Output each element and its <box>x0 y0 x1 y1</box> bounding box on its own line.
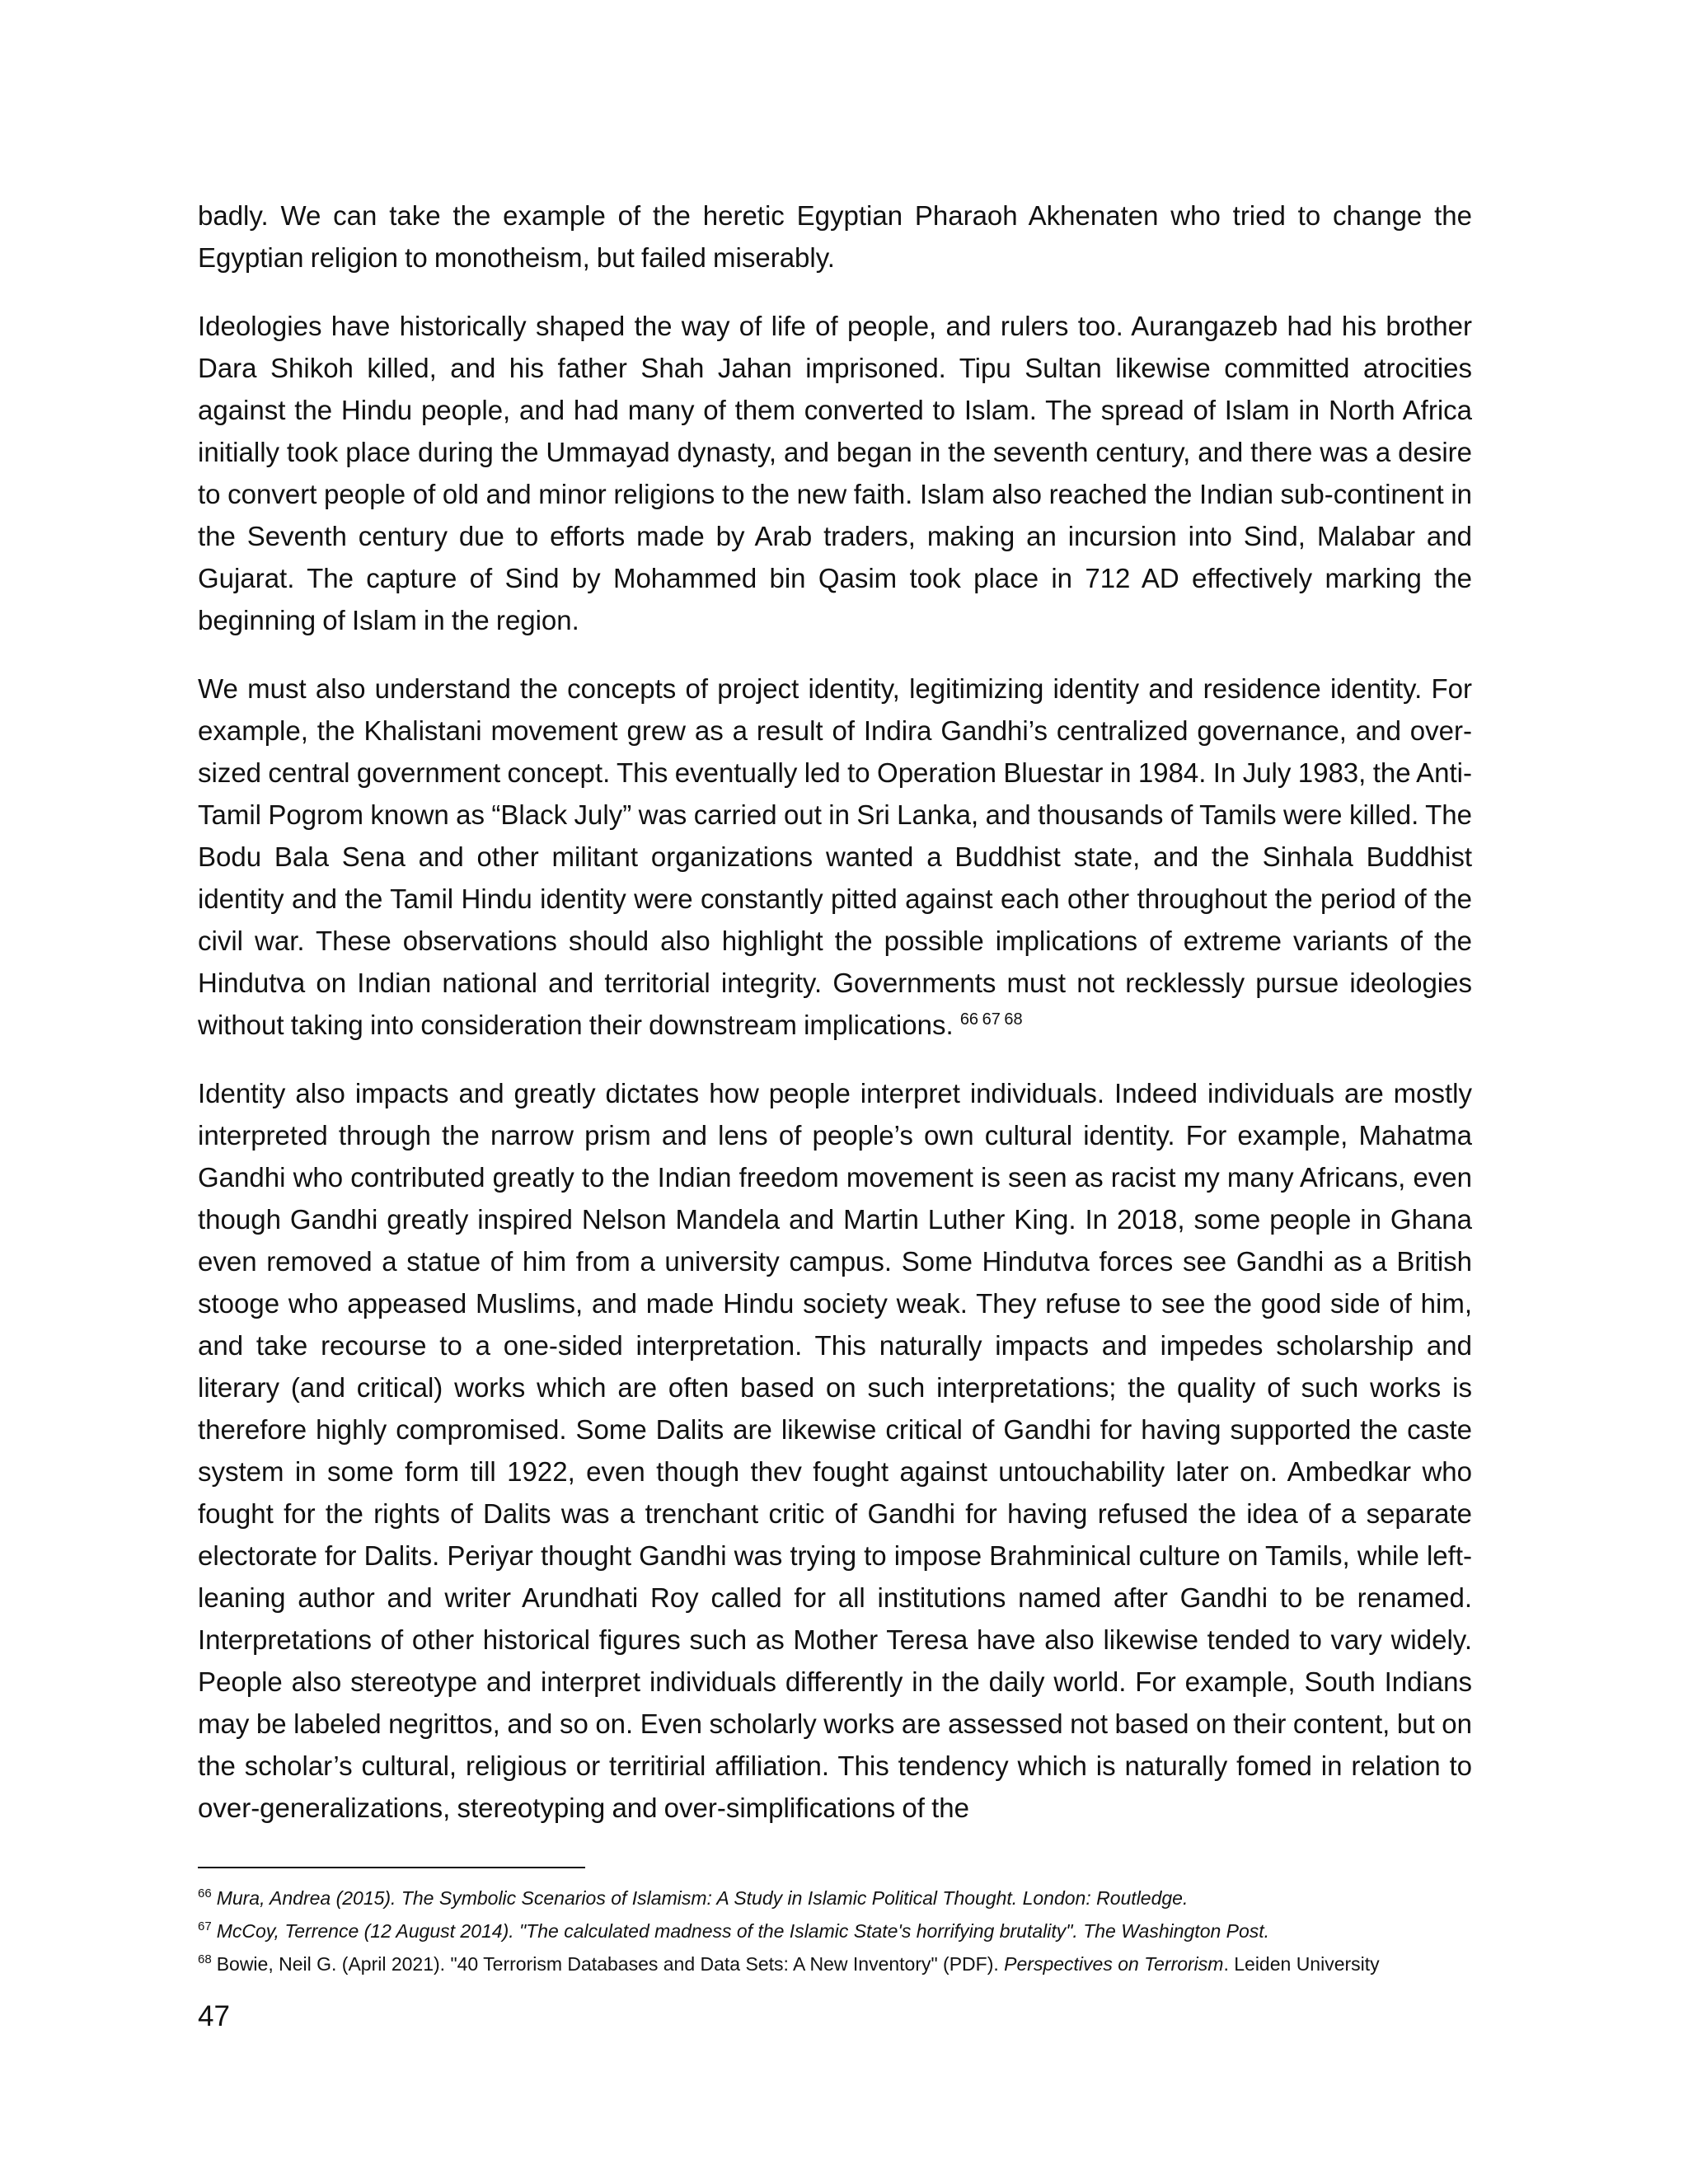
footnote-references[interactable]: 66 67 68 <box>959 1010 1023 1029</box>
footnote-text: McCoy, Terrence (12 August 2014). "The calculated madness of the Islamic State's horrifying brutality". The Washington Post. <box>216 1920 1270 1942</box>
footnote-number: 67 <box>198 1919 212 1934</box>
page-number: 47 <box>198 2000 230 2032</box>
footnote-text: Bowie, Neil G. (April 2021). "40 Terrorism Databases and Data Sets: A New Inventory" (PDF). <box>216 1953 1005 1975</box>
body-text <box>198 194 1472 1855</box>
footnotes <box>198 1883 1484 1982</box>
paragraph-2: Ideologies have historically shaped the way of life of people, and rulers too. Aurangazeb had his brother Dara Shikoh killed, and his father Shah Jahan imprisoned. Tipu Sultan likewise committed atrocities against the Hindu people, and had many of them converted to Islam. The spread of Islam in North Africa initially took place during the Ummayad dynasty, and began in the seventh century, and there was a desire to convert people of old and minor religions to the new faith. Islam also reached the Indian sub-continent in the Seventh century due to efforts made by Arab traders, making an incursion into Sind, Malabar and Gujarat. The capture of Sind by Mohammed bin Qasim took place in 712 AD effectively marking the beginning of Islam in the region. <box>198 311 1472 635</box>
footnote-separator <box>198 1867 585 1868</box>
paragraph-3-text: We must also understand the concepts of project identity, legitimizing identity and residence identity. For example, the Khalistani movement grew as a result of Indira Gandhi’s centralized governance, and over-sized central government concept. This eventually led to Operation Bluestar in 1984. In July 1983, the Anti-Tamil Pogrom known as “Black July” was carried out in Sri Lanka, and thousands of Tamils were killed. The Bodu Bala Sena and other militant organizations wanted a Buddhist state, and the Sinhala Buddhist identity and the Tamil Hindu identity were constantly pitted against each other throughout the period of the civil war. These observations should also highlight the possible implications of extreme variants of the Hindutva on Indian national and territorial integrity. Governments must not recklessly pursue ideologies without taking into consideration their downstream implications. <box>198 673 1472 1040</box>
footnote-67 <box>198 1916 1484 1946</box>
footnote-journal: Perspectives on Terrorism <box>1004 1953 1224 1975</box>
paragraph-1: badly. We can take the example of the heretic Egyptian Pharaoh Akhenaten who tried to change the Egyptian religion to monotheism, but failed miserably. <box>198 200 1472 273</box>
footnote-number: 68 <box>198 1952 212 1967</box>
footnote-publisher: . Leiden University <box>1223 1953 1380 1975</box>
footnote-66 <box>198 1883 1484 1913</box>
paragraph-4: Identity also impacts and greatly dictates how people interpret individuals. Indeed individuals are mostly interpreted through the narrow prism and lens of people’s own cultural identity. For example, Mahatma Gandhi who contributed greatly to the Indian freedom movement is seen as racist my many Africans, even though Gandhi greatly inspired Nelson Mandela and Martin Luther King. In 2018, some people in Ghana even removed a statue of him from a university campus. Some Hindutva forces see Gandhi as a British stooge who appeased Muslims, and made Hindu society weak. They refuse to see the good side of him, and take recourse to a one-sided interpretation. This naturally impacts and impedes scholarship and literary (and critical) works which are often based on such interpretations; the quality of such works is therefore highly compromised. Some Dalits are likewise critical of Gandhi for having supported the caste system in some form till 1922, even though thev fought against untouchability later on. Ambedkar who fought for the rights of Dalits was a trenchant critic of Gandhi for having refused the idea of a separate electorate for Dalits. Periyar thought Gandhi was trying to impose Brahminical culture on Tamils, while left-leaning author and writer Arundhati Roy called for all institutions named after Gandhi to be renamed. Interpretations of other historical figures such as Mother Teresa have also likewise tended to vary widely. People also stereotype and interpret individuals differently in the daily world. For example, South Indians may be labeled negrittos, and so on. Even scholarly works are assessed not based on their content, but on the scholar’s cultural, religious or territirial affiliation. This tendency which is naturally fomed in relation to over-generalizations, stereotyping and over-simplifications of the <box>198 1078 1472 1823</box>
footnote-68 <box>198 1949 1484 1979</box>
footnote-text: Mura, Andrea (2015). The Symbolic Scenarios of Islamism: A Study in Islamic Political Thought. London: Routledge. <box>216 1887 1189 1909</box>
footnote-number: 66 <box>198 1886 212 1901</box>
paragraph-3 <box>198 668 1472 1046</box>
